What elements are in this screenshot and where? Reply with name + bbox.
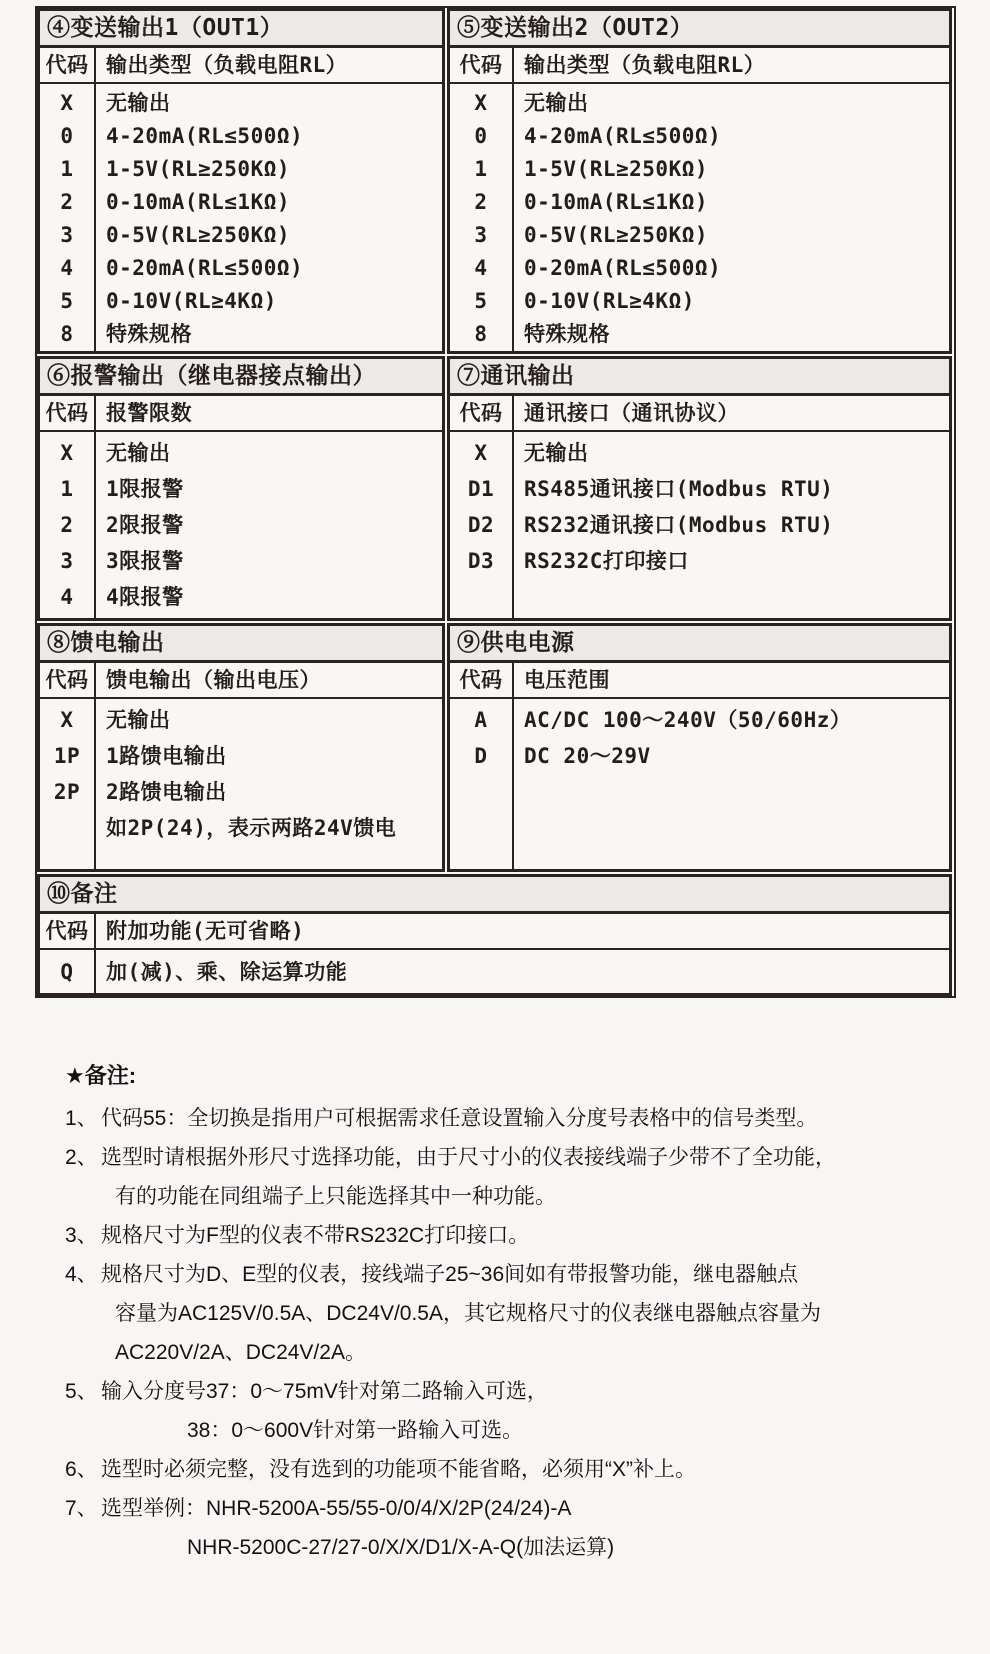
note-item — [65, 1255, 956, 1372]
row-code: 5 — [60, 289, 74, 313]
column-header-desc: 附加功能(无可省略) — [106, 919, 305, 943]
note-text — [101, 1372, 956, 1450]
row-desc: RS485通讯接口(Modbus RTU) — [524, 477, 834, 501]
column-header-desc: 通讯接口（通讯协议） — [524, 401, 739, 425]
note-item — [65, 1489, 956, 1567]
row-code: D3 — [467, 549, 495, 573]
table-row — [450, 738, 949, 774]
section-alarm-title: ⑥报警输出（继电器接点输出） — [40, 359, 442, 396]
table-row — [40, 543, 442, 579]
section-out2-rows — [450, 84, 949, 351]
section-feed-rows — [40, 699, 442, 869]
column-header-desc: 输出类型（负载电阻RL） — [524, 53, 766, 77]
section-out2 — [447, 8, 952, 354]
section-comm-output — [447, 356, 952, 621]
note-text — [101, 1216, 956, 1255]
note-text — [101, 1255, 956, 1372]
section-comm-title: ⑦通讯输出 — [450, 359, 949, 396]
row-desc: 0-10mA(RL≤1KΩ) — [106, 190, 291, 214]
table-row — [40, 318, 442, 351]
table-row — [40, 87, 442, 120]
row-desc: 无输出 — [524, 91, 589, 115]
row-code: 4 — [474, 256, 488, 280]
row-code: A — [474, 708, 488, 732]
table-row — [40, 507, 442, 543]
table-row — [40, 186, 442, 219]
column-header-code: 代码 — [45, 919, 89, 943]
section-remark-column-headers — [40, 914, 949, 950]
row-desc: DC 20～29V — [524, 744, 651, 768]
row-code: 3 — [60, 223, 74, 247]
section-power-title: ⑨供电电源 — [450, 626, 949, 663]
row-code: 1 — [60, 477, 74, 501]
row-desc: 0-5V(RL≥250KΩ) — [524, 223, 709, 247]
note-number: 4、 — [65, 1263, 98, 1286]
notes-list — [65, 1099, 956, 1567]
table-row — [450, 186, 949, 219]
row-desc: 4-20mA(RL≤500Ω) — [524, 124, 722, 148]
table-row — [450, 252, 949, 285]
row-code: 1 — [60, 157, 74, 181]
table-row — [40, 120, 442, 153]
table-row — [450, 507, 949, 543]
row-code: 5 — [474, 289, 488, 313]
table-row — [40, 738, 442, 774]
note-line: AC220V/2A、DC24V/2A。 — [115, 1341, 366, 1364]
notes-section — [35, 1056, 956, 1567]
row-desc: 2限报警 — [106, 513, 184, 537]
row-code — [40, 810, 94, 846]
section-feed-title: ⑧馈电输出 — [40, 626, 442, 663]
column-header-code: 代码 — [459, 668, 503, 692]
row-desc: 1-5V(RL≥250KΩ) — [106, 157, 291, 181]
note-item — [65, 1138, 956, 1216]
row-code: 2 — [60, 190, 74, 214]
table-row — [40, 285, 442, 318]
column-header-desc: 电压范围 — [524, 668, 610, 692]
section-out1 — [37, 8, 445, 354]
section-power-supply — [447, 623, 952, 872]
row-code: 1P — [53, 744, 81, 768]
row-code: 8 — [474, 322, 488, 346]
row-desc: RS232通讯接口(Modbus RTU) — [524, 513, 834, 537]
column-header-code: 代码 — [45, 53, 89, 77]
note-number: 1、 — [65, 1107, 98, 1130]
row-desc: 0-10V(RL≥4KΩ) — [106, 289, 277, 313]
section-remark-rows — [40, 950, 949, 993]
row-desc: RS232C打印接口 — [524, 549, 689, 573]
table-row — [450, 153, 949, 186]
note-item — [65, 1372, 956, 1450]
note-line: NHR-5200C-27/27-0/X/X/D1/X-A-Q(加法运算) — [187, 1536, 615, 1559]
row-code: 3 — [474, 223, 488, 247]
row-desc: 0-10mA(RL≤1KΩ) — [524, 190, 709, 214]
row-desc: 1-5V(RL≥250KΩ) — [524, 157, 709, 181]
section-comm-rows — [450, 432, 949, 618]
row-desc: 4-20mA(RL≤500Ω) — [106, 124, 304, 148]
column-header-code: 代码 — [45, 668, 89, 692]
column-header-code: 代码 — [459, 53, 503, 77]
row-desc: 无输出 — [106, 708, 171, 732]
row-desc: 0-10V(RL≥4KΩ) — [524, 289, 695, 313]
row-desc: 0-20mA(RL≤500Ω) — [524, 256, 722, 280]
note-text — [101, 1138, 956, 1216]
note-line: 规格尺寸为F型的仪表不带RS232C打印接口。 — [101, 1224, 530, 1247]
row-code: D2 — [467, 513, 495, 537]
note-item — [65, 1450, 956, 1489]
row-desc: 无输出 — [106, 441, 171, 465]
table-row — [450, 318, 949, 351]
row-code: 1 — [474, 157, 488, 181]
row-desc: 3限报警 — [106, 549, 184, 573]
row-code: D1 — [467, 477, 495, 501]
row-code: 3 — [60, 549, 74, 573]
row-code: 4 — [60, 585, 74, 609]
row-desc: 4限报警 — [106, 585, 184, 609]
note-line: 规格尺寸为D、E型的仪表，接线端子25~36间如有带报警功能，继电器触点 — [101, 1263, 799, 1286]
row-code: X — [474, 91, 488, 115]
row-desc: 无输出 — [106, 91, 171, 115]
row-code: 0 — [474, 124, 488, 148]
note-number: 2、 — [65, 1146, 98, 1169]
section-remark-title: ⑩备注 — [40, 877, 949, 914]
section-power-column-headers — [450, 663, 949, 699]
note-number: 6、 — [65, 1458, 98, 1481]
row-desc: 0-20mA(RL≤500Ω) — [106, 256, 304, 280]
row-desc: 加(减)、乘、除运算功能 — [106, 960, 348, 984]
note-line: 选型时请根据外形尺寸选择功能，由于尺寸小的仪表接线端子少带不了全功能， — [101, 1146, 836, 1169]
row-code: 4 — [60, 256, 74, 280]
note-number: 5、 — [65, 1380, 98, 1403]
row-code: X — [60, 91, 74, 115]
row-desc: 2路馈电输出 — [106, 780, 227, 804]
table-row — [450, 120, 949, 153]
table-row — [40, 219, 442, 252]
row-code: 0 — [60, 124, 74, 148]
table-row — [40, 579, 442, 615]
row-desc: 1限报警 — [106, 477, 184, 501]
table-row — [450, 543, 949, 579]
note-number: 7、 — [65, 1497, 98, 1520]
section-feed-column-headers — [40, 663, 442, 699]
note-line: 选型时必须完整，没有选到的功能项不能省略，必须用“X”补上。 — [101, 1458, 696, 1481]
row-desc: 如2P(24)，表示两路24V馈电 — [106, 816, 397, 840]
column-header-code: 代码 — [459, 401, 503, 425]
table-row — [40, 435, 442, 471]
column-header-code: 代码 — [45, 401, 89, 425]
row-code: X — [60, 441, 74, 465]
table-row — [40, 774, 442, 810]
note-text — [101, 1450, 956, 1489]
row-desc: 特殊规格 — [524, 322, 610, 346]
section-alarm-output — [37, 356, 445, 621]
row-code: Q — [60, 960, 74, 984]
section-out2-title: ⑤变送输出2（OUT2） — [450, 11, 949, 48]
table-row — [40, 810, 442, 846]
section-alarm-rows — [40, 432, 442, 618]
section-comm-column-headers — [450, 396, 949, 432]
row-code: X — [474, 441, 488, 465]
row-desc: 0-5V(RL≥250KΩ) — [106, 223, 291, 247]
selection-tables — [35, 6, 956, 998]
table-row — [450, 219, 949, 252]
note-line: 容量为AC125V/0.5A、DC24V/0.5A，其它规格尺寸的仪表继电器触点容量为 — [115, 1302, 821, 1325]
note-number: 3、 — [65, 1224, 98, 1247]
table-row — [40, 471, 442, 507]
note-line: 代码55：全切换是指用户可根据需求任意设置输入分度号表格中的信号类型。 — [101, 1107, 818, 1130]
section-feed-output — [37, 623, 445, 872]
table-row — [450, 471, 949, 507]
note-line: 选型举例：NHR-5200A-55/55-0/0/4/X/2P(24/24)-A — [101, 1497, 572, 1520]
row-desc: AC/DC 100～240V（50/60Hz） — [524, 708, 852, 732]
table-row — [450, 285, 949, 318]
note-item — [65, 1099, 956, 1138]
table-row — [450, 702, 949, 738]
note-line: 有的功能在同组端子上只能选择其中一种功能。 — [115, 1185, 556, 1208]
column-header-desc: 报警限数 — [106, 401, 192, 425]
row-desc: 特殊规格 — [106, 322, 192, 346]
row-code: 2 — [60, 513, 74, 537]
column-header-desc: 输出类型（负载电阻RL） — [106, 53, 348, 77]
table-row — [40, 953, 949, 991]
note-text — [101, 1489, 956, 1567]
section-out1-rows — [40, 84, 442, 351]
row-desc: 1路馈电输出 — [106, 744, 227, 768]
row-code: 8 — [60, 322, 74, 346]
section-out1-column-headers — [40, 48, 442, 84]
table-row — [40, 153, 442, 186]
section-power-rows — [450, 699, 949, 869]
section-remark — [37, 874, 952, 996]
column-header-desc: 馈电输出（输出电压） — [106, 668, 321, 692]
row-code: D — [474, 744, 488, 768]
note-line: 38：0～600V针对第一路输入可选。 — [187, 1419, 524, 1442]
note-text — [101, 1099, 956, 1138]
row-code: 2P — [53, 780, 81, 804]
row-desc: 无输出 — [524, 441, 589, 465]
note-line: 输入分度号37：0～75mV针对第二路输入可选， — [101, 1380, 548, 1403]
table-row — [450, 435, 949, 471]
table-row — [40, 252, 442, 285]
section-out2-column-headers — [450, 48, 949, 84]
table-row — [450, 87, 949, 120]
table-row — [40, 702, 442, 738]
row-code: 2 — [474, 190, 488, 214]
section-out1-title: ④变送输出1（OUT1） — [40, 11, 442, 48]
row-code: X — [60, 708, 74, 732]
note-item — [65, 1216, 956, 1255]
notes-title: ★备注: — [65, 1063, 137, 1088]
section-alarm-column-headers — [40, 396, 442, 432]
